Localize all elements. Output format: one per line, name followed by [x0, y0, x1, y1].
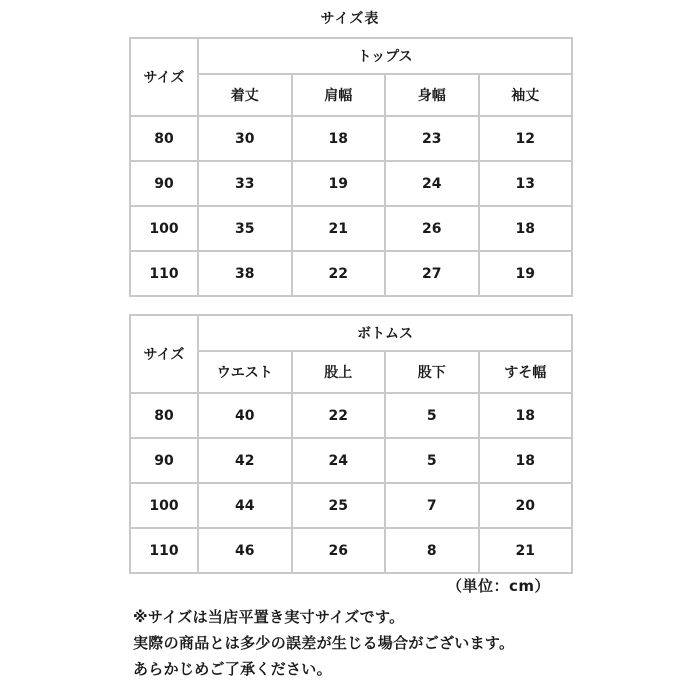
size-cell: 80 — [130, 393, 198, 438]
value-cell: 22 — [292, 251, 386, 296]
page-title: サイズ表 — [320, 11, 380, 27]
column-header: 股下 — [385, 351, 479, 393]
value-cell: 24 — [292, 438, 386, 483]
value-cell: 5 — [385, 393, 479, 438]
value-cell: 22 — [292, 393, 386, 438]
bottoms-group-header: ボトムス — [198, 315, 572, 351]
column-header: 着丈 — [198, 74, 292, 116]
value-cell: 18 — [292, 116, 386, 161]
value-cell: 42 — [198, 438, 292, 483]
value-cell: 26 — [292, 528, 386, 573]
table-row — [130, 483, 572, 528]
value-cell: 46 — [198, 528, 292, 573]
size-cell: 100 — [130, 206, 198, 251]
size-header: サイズ — [130, 315, 198, 393]
value-cell: 27 — [385, 251, 479, 296]
tops-group-header: トップス — [198, 38, 572, 74]
column-header: すそ幅 — [479, 351, 573, 393]
table-row — [130, 393, 572, 438]
size-cell: 110 — [130, 528, 198, 573]
value-cell: 12 — [479, 116, 573, 161]
table-row — [130, 206, 572, 251]
value-cell: 7 — [385, 483, 479, 528]
table-row — [130, 438, 572, 483]
value-cell: 26 — [385, 206, 479, 251]
size-header: サイズ — [130, 38, 198, 116]
value-cell: 35 — [198, 206, 292, 251]
bottoms-size-table — [129, 314, 573, 574]
tops-size-table — [129, 37, 573, 297]
unit-note: （単位：cm） — [446, 577, 550, 595]
size-cell: 80 — [130, 116, 198, 161]
value-cell: 30 — [198, 116, 292, 161]
value-cell: 8 — [385, 528, 479, 573]
table-row — [130, 251, 572, 296]
value-cell: 21 — [479, 528, 573, 573]
value-cell: 18 — [479, 438, 573, 483]
value-cell: 40 — [198, 393, 292, 438]
value-cell: 44 — [198, 483, 292, 528]
value-cell: 25 — [292, 483, 386, 528]
column-header: 肩幅 — [292, 74, 386, 116]
value-cell: 20 — [479, 483, 573, 528]
value-cell: 18 — [479, 206, 573, 251]
value-cell: 24 — [385, 161, 479, 206]
column-header: 袖丈 — [479, 74, 573, 116]
value-cell: 38 — [198, 251, 292, 296]
column-header: 身幅 — [385, 74, 479, 116]
size-cell: 90 — [130, 161, 198, 206]
size-cell: 100 — [130, 483, 198, 528]
value-cell: 13 — [479, 161, 573, 206]
column-header: ウエスト — [198, 351, 292, 393]
value-cell: 18 — [479, 393, 573, 438]
value-cell: 5 — [385, 438, 479, 483]
value-cell: 33 — [198, 161, 292, 206]
notes — [133, 604, 514, 682]
note-line: ※サイズは当店平置き実寸サイズです。 — [133, 608, 405, 626]
value-cell: 23 — [385, 116, 479, 161]
table-row — [130, 528, 572, 573]
column-header: 股上 — [292, 351, 386, 393]
value-cell: 19 — [292, 161, 386, 206]
note-line: あらかじめご了承ください。 — [133, 660, 332, 678]
value-cell: 19 — [479, 251, 573, 296]
table-row — [130, 161, 572, 206]
note-line: 実際の商品とは多少の誤差が生じる場合がございます。 — [133, 634, 515, 652]
value-cell: 21 — [292, 206, 386, 251]
size-cell: 110 — [130, 251, 198, 296]
table-row — [130, 116, 572, 161]
size-cell: 90 — [130, 438, 198, 483]
